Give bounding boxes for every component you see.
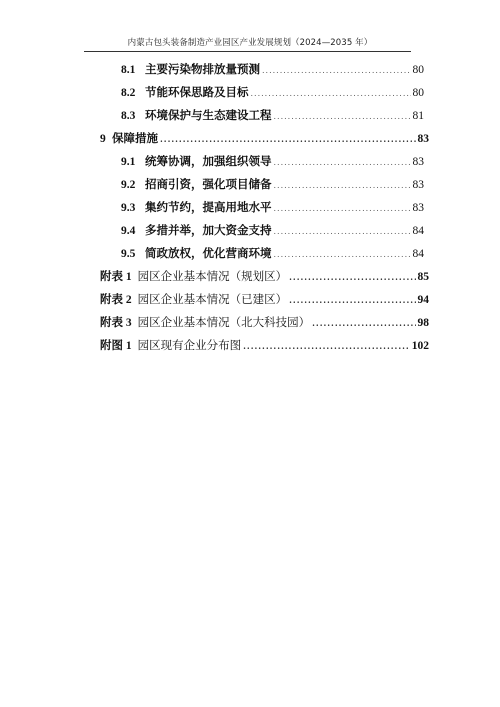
page-header: 内蒙古包头装备制造产业园区产业发展规划（2024—2035 年） (127, 38, 373, 48)
toc-leader-dots (243, 341, 410, 351)
toc-leader-dots (289, 272, 415, 282)
toc-entry-title: 多措并举，加大资金支持 (145, 223, 272, 237)
toc-entry-number: 8.1 (121, 64, 136, 76)
toc-leader-dots (274, 227, 411, 236)
toc-entry-page: 83 (412, 156, 424, 168)
toc-entry-number: 9.2 (121, 179, 136, 191)
toc-entry-number: 9.3 (121, 202, 136, 214)
toc-entry-appendix-table-1[interactable] (100, 268, 429, 288)
toc-entry-page: 83 (417, 133, 429, 145)
toc-entry-page: 80 (412, 64, 424, 76)
toc-entry-number: 附表 3 (100, 317, 132, 329)
toc-entry-page: 84 (412, 248, 424, 260)
toc-entry-appendix-table-3[interactable] (100, 314, 429, 334)
toc-entry-9[interactable] (100, 130, 429, 150)
toc-entry-8-3[interactable] (121, 107, 424, 127)
toc-entry-page: 83 (412, 179, 424, 191)
toc-entry-number: 附表 2 (100, 294, 132, 306)
toc-entry-title: 招商引资，强化项目储备 (145, 177, 272, 191)
toc-entry-number: 附图 1 (100, 340, 132, 352)
toc-entry-8-2[interactable] (121, 84, 424, 104)
toc-entry-appendix-figure-1[interactable] (100, 337, 429, 357)
toc-entry-number: 8.2 (121, 87, 136, 99)
header-divider (84, 51, 411, 52)
toc-entry-9-5[interactable] (121, 245, 424, 265)
toc-entry-appendix-table-2[interactable] (100, 291, 429, 311)
toc-entry-title: 园区企业基本情况（已建区） (137, 292, 288, 306)
toc-entry-number: 9.4 (121, 225, 136, 237)
toc-entry-8-1[interactable] (121, 61, 424, 81)
toc-entry-page: 80 (412, 87, 424, 99)
toc-entry-page: 85 (417, 271, 429, 283)
toc-leader-dots (274, 204, 411, 213)
toc-entry-9-2[interactable] (121, 176, 424, 196)
toc-entry-page: 83 (412, 202, 424, 214)
toc-entry-number: 9 (100, 133, 106, 145)
toc-entry-title: 园区企业基本情况（北大科技园） (137, 315, 311, 329)
toc-entry-page: 84 (412, 225, 424, 237)
toc-leader-dots (274, 112, 411, 121)
toc-entry-title: 集约节约，提高用地水平 (145, 200, 272, 214)
toc-leader-dots (274, 250, 411, 259)
toc-entry-number: 8.3 (121, 110, 136, 122)
toc-entry-page: 81 (412, 110, 424, 122)
toc-entry-title: 园区企业基本情况（规划区） (137, 269, 288, 283)
toc-leader-dots (274, 158, 411, 167)
toc-entry-title: 保障措施 (112, 131, 158, 145)
toc-leader-dots (312, 318, 415, 328)
toc-leader-dots (289, 295, 415, 305)
toc-entry-title: 环境保护与生态建设工程 (145, 108, 272, 122)
toc-entry-number: 9.1 (121, 156, 136, 168)
toc-entry-9-4[interactable] (121, 222, 424, 242)
toc-entry-title: 节能环保思路及目标 (145, 85, 249, 99)
toc-leader-dots (251, 89, 411, 98)
toc-entry-page: 102 (411, 340, 429, 352)
toc-entry-title: 园区现有企业分布图 (137, 338, 242, 352)
toc-leader-dots (274, 181, 411, 190)
toc-leader-dots (262, 66, 411, 75)
toc-entry-number: 9.5 (121, 248, 136, 260)
toc-entry-9-3[interactable] (121, 199, 424, 219)
toc-entry-9-1[interactable] (121, 153, 424, 173)
toc-entry-title: 主要污染物排放量预测 (145, 62, 260, 76)
toc-entry-number: 附表 1 (100, 271, 132, 283)
toc-entry-page: 94 (417, 294, 429, 306)
toc-entry-title: 简政放权，优化营商环境 (145, 246, 272, 260)
toc-entry-page: 98 (417, 317, 429, 329)
toc-leader-dots (160, 134, 416, 144)
toc-entry-title: 统筹协调，加强组织领导 (145, 154, 272, 168)
